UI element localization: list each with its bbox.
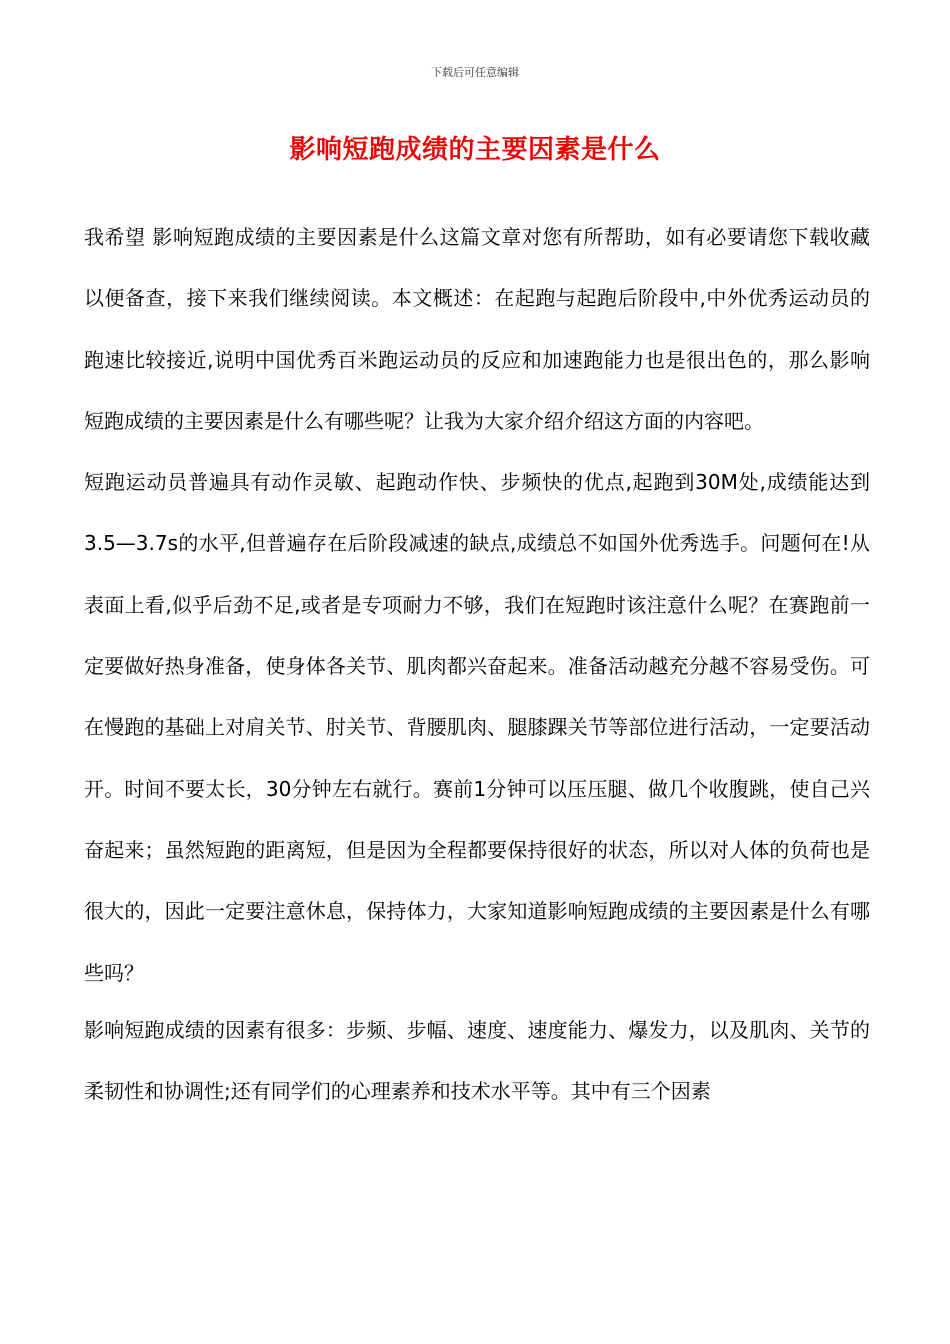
document-body <box>84 207 870 1122</box>
paragraph-intro: 我希望 影响短跑成绩的主要因素是什么这篇文章对您有所帮助，如有必要请您下载收藏以便备查，接下来我们继续阅读。本文概述：在起跑与起跑后阶段中,中外优秀运动员的跑速比较接近,说明中国优秀百米跑运动员的反应和加速跑能力也是很出色的，那么影响短跑成绩的主要因素是什么有哪些呢？让我为大家介绍介绍这方面的内容吧。 <box>84 225 870 433</box>
header-note: 下载后可任意编辑 <box>431 66 519 79</box>
document-title: 影响短跑成绩的主要因素是什么 <box>289 135 661 165</box>
paragraph-sprinter-traits: 短跑运动员普遍具有动作灵敏、起跑动作快、步频快的优点,起跑到30M处,成绩能达到3.5—3.7s的水平,但普遍存在后阶段减速的缺点,成绩总不如国外优秀选手。问题何在!从表面上看,似乎后劲不足,或者是专项耐力不够，我们在短跑时该注意什么呢？在赛跑前一定要做好热身准备，使身体各关节、肌肉都兴奋起来。准备活动越充分越不容易受伤。可在慢跑的基础上对肩关节、肘关节、背腰肌肉、腿膝踝关节等部位进行活动，一定要活动开。时间不要太长，30分钟左右就行。赛前1分钟可以压压腿、做几个收腹跳，使自己兴奋起来；虽然短跑的距离短，但是因为全程都要保持很好的状态，所以对人体的负荷也是很大的，因此一定要注意休息，保持体力，大家知道影响短跑成绩的主要因素是什么有哪些吗？ <box>84 470 870 985</box>
paragraph-factors: 影响短跑成绩的因素有很多：步频、步幅、速度、速度能力、爆发力，以及肌肉、关节的柔韧性和协调性;还有同学们的心理素养和技术水平等。其中有三个因素 <box>84 1017 870 1104</box>
